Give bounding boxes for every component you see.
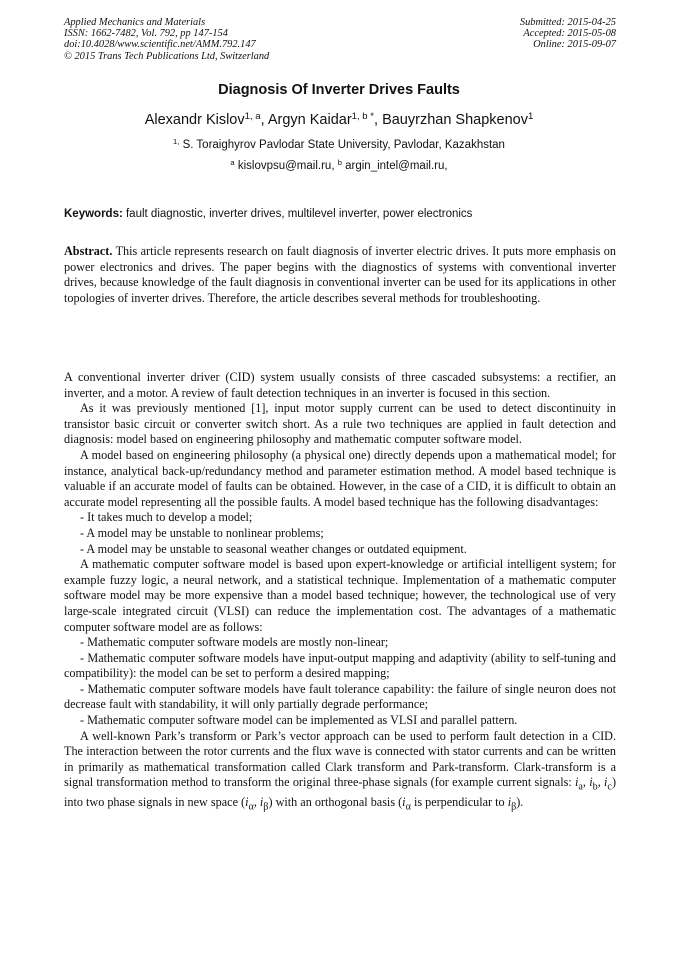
paragraph-text: ) into two phase signals in new space ( [64, 775, 616, 810]
author-name: Argyn Kaidar [267, 112, 352, 128]
math-sub: β [511, 801, 517, 813]
paragraph-text: ) with an orthogonal basis ( [268, 795, 403, 810]
math-var: i [259, 795, 264, 810]
list-item: - It takes much to develop a model; [80, 510, 253, 525]
email-address: argin_intel@mail.ru, [341, 160, 448, 172]
math-sep: , [597, 775, 605, 790]
author-affiliation-mark: 1 [527, 111, 534, 123]
list-item: - Mathematic computer software model can be implemented as VLSI and parallel pattern. [80, 713, 518, 728]
publication-dates [520, 17, 616, 51]
math-var: i [604, 775, 608, 790]
math-sub: c [607, 781, 612, 793]
math-sub: α [248, 801, 254, 813]
journal-info [64, 17, 269, 62]
paper-title: Diagnosis Of Inverter Drives Faults [218, 82, 460, 98]
math-var: i [575, 775, 579, 790]
keywords-text: fault diagnostic, inverter drives, multilevel inverter, power electronics [122, 208, 473, 220]
abstract-label: Abstract. [64, 244, 113, 258]
keywords [64, 208, 616, 220]
journal-issn: ISSN: 1662-7482, Vol. 792, pp 147-154 [64, 28, 228, 40]
journal-doi: doi:10.4028/www.scientific.net/AMM.792.147 [64, 39, 256, 51]
paragraph-text: A well-known Park’s transform or Park’s vector approach can be used to perform fault detection in a CID. The interaction between the rotor currents and the flux wave is connected with stator currents and can be written in primarily as mathematical transformation called Clark transform and Park-transform. Clark-transform is a signal transformation method to transform the original three-phase signals (for example current signals: [64, 728, 616, 790]
paragraph: A model based on engineering philosophy (a physical one) directly depends upon a mathematical model; for instance, analytical back-up/redundancy method and parameter estimation method. A model based technique is valuable if an accurate model of faults can be obtained. However, in the case of a CID, it is difficult to obtain an accurate model representing all the possible faults. A model based technique has the following disadvantages: [64, 447, 616, 509]
keywords-label: Keywords: [64, 208, 123, 220]
email-mark: a [230, 158, 235, 168]
paragraph-text: ). [516, 795, 524, 810]
math-var: i [402, 795, 406, 810]
list-item: - A model may be unstable to nonlinear problems; [80, 525, 324, 540]
list-item: - Mathematic computer software models are mostly non-linear; [80, 635, 389, 650]
abstract [64, 244, 616, 306]
author-list [0, 112, 678, 128]
affiliation-mark: 1, [173, 137, 180, 147]
paragraph: A conventional inverter driver (CID) system usually consists of three cascaded subsystems: a rectifier, an inverter, and a motor. A review of fault detection techniques in an inverter is focused in this section. [64, 370, 616, 400]
affiliation [0, 139, 678, 151]
author-affiliation-mark: 1, a [244, 111, 261, 123]
journal-name: Applied Mechanics and Materials [64, 17, 206, 28]
affiliation-text: S. Toraighyrov Pavlodar State University, Pavlodar, Kazakhstan [179, 139, 505, 151]
math-sub: α [405, 801, 411, 813]
author-affiliation-mark: 1, b * [351, 111, 374, 123]
email-mark: b [337, 158, 342, 168]
math-sub: b [592, 781, 598, 793]
paragraph: As it was previously mentioned [1], input motor supply current can be used to detect discontinuity in transistor basic circuit or converter switch short. As a rule two techniques are applied in fault detection and diagnosis: model based on engineering philosophy and mathematic computer software model. [64, 401, 616, 447]
math-var: i [507, 795, 512, 810]
list-item: - Mathematic computer software models have fault tolerance capability: the failure of single neuron does not decrease fault with standability, it will only partially degrade performance; [64, 681, 616, 712]
list-item: - Mathematic computer software models have input-output mapping and adaptivity (ability to self-tuning and compatibility): the model can be set to perform a desired mapping; [64, 650, 616, 681]
date-accepted: Accepted: 2015-05-08 [523, 28, 616, 40]
author-name: Alexandr Kislov [144, 112, 245, 128]
list-item: - A model may be unstable to seasonal weather changes or outdated equipment. [80, 541, 467, 556]
author-separator: , [260, 112, 268, 128]
math-sep: , [582, 775, 590, 790]
date-submitted: Submitted: 2015-04-25 [519, 17, 616, 28]
paragraph [64, 729, 616, 816]
author-emails [0, 160, 678, 172]
email-address: kislovpsu@mail.ru, [234, 160, 338, 172]
author-name: Bauyrzhan Shapkenov [382, 112, 528, 128]
date-online: Online: 2015-09-07 [533, 39, 616, 51]
body-text [64, 370, 616, 816]
math-sub: β [263, 801, 269, 813]
math-var: i [589, 775, 593, 790]
author-separator: , [374, 112, 383, 128]
abstract-text: This article represents research on fault diagnosis of inverter electric drives. It puts more emphasis on power electronics and drives. The paper begins with the diagnostics of systems with conventional inverter drives, because knowledge of the fault diagnosis in conventional inverter can be used for its applications in other topologies of inverter drives. Therefore, the article describes several methods for troubleshooting. [64, 244, 616, 305]
paragraph: A mathematic computer software model is based upon expert-knowledge or artificial intelligent system; for example fuzzy logic, a neural network, and a statistical technique. Implementation of a mathematic computer software model may be more expensive than a model based technique; however, the technological use of very large-scale integrated circuit (VLSI) can reduce the implementation cost. The advantages of a mathematic computer software model are as follows: [64, 557, 616, 634]
math-sep: , [253, 795, 260, 810]
math-sub: a [578, 781, 583, 793]
paragraph-text: is perpendicular to [410, 795, 508, 810]
math-var: i [245, 795, 249, 810]
journal-copyright: © 2015 Trans Tech Publications Ltd, Switzerland [64, 50, 270, 62]
